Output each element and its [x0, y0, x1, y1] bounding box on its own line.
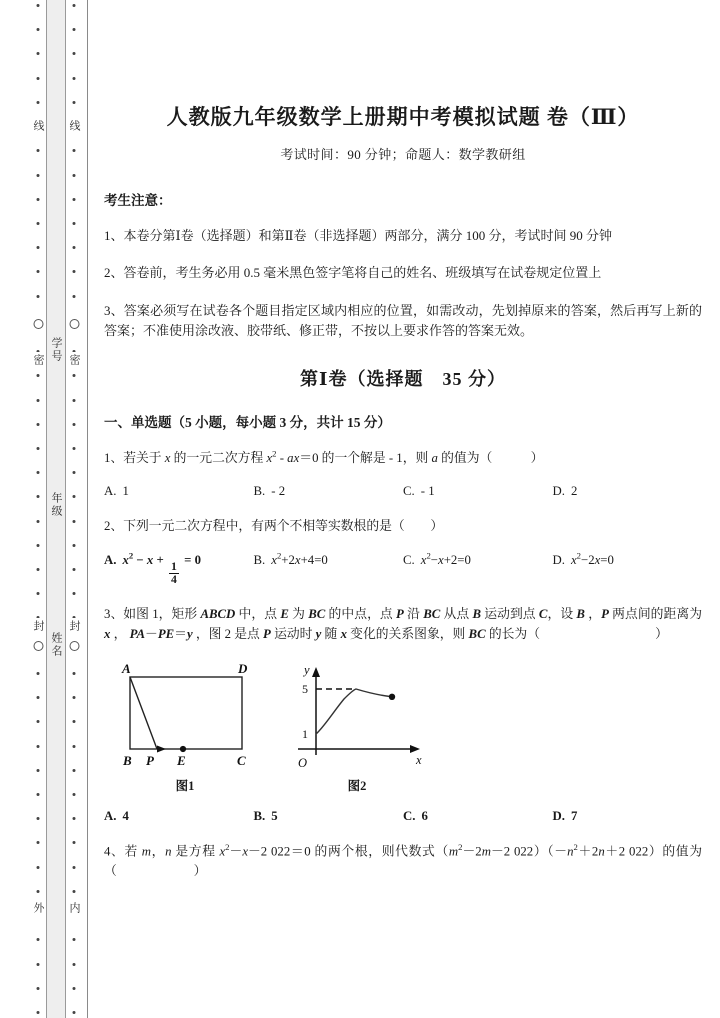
option-label: A. [104, 808, 117, 823]
seal-dot [37, 246, 40, 249]
student-info-band [46, 0, 66, 1018]
option-1-A[interactable] [104, 484, 254, 499]
seal-ring [69, 319, 79, 329]
option-label: D. [552, 483, 565, 498]
seal-dot [37, 101, 40, 104]
option-1-C[interactable] [403, 484, 553, 499]
option-1-D[interactable] [553, 484, 703, 499]
figure-2-chart [282, 659, 432, 774]
figure-1-label-A: A [122, 660, 131, 676]
seal-dot [37, 520, 40, 523]
option-value: 7 [570, 808, 578, 823]
seal-dot [37, 295, 40, 298]
notice-heading: 考生注意： [104, 193, 172, 209]
seal-dot [73, 769, 76, 772]
option-value: $x^2-2x=0$ [570, 551, 614, 568]
question-2-stem: 2、下列一元二次方程中，有两个不相等实数根的是（ ） [104, 518, 444, 533]
seal-dot [73, 987, 76, 990]
option-value: 2 [570, 483, 578, 498]
option-value: $x^2 - x$ + $\frac{1}{4}$ = 0 [122, 551, 201, 587]
seal-dot [73, 423, 76, 426]
seal-dot [73, 28, 76, 31]
seal-dot [37, 399, 40, 402]
seal-dot [73, 447, 76, 450]
figure-2-axis-y: y [304, 662, 310, 677]
option-value: - 1 [420, 483, 435, 498]
seal-dot [37, 495, 40, 498]
seal-label-binding-2: 封 [68, 620, 80, 633]
seal-dot [73, 174, 76, 177]
option-label: C. [403, 808, 416, 823]
field-name: 姓名 [50, 632, 62, 658]
field-grade: 年级 [50, 492, 62, 518]
figure-1-label-D: D [238, 660, 248, 676]
seal-line-sidebar [0, 0, 88, 1018]
seal-dot [73, 841, 76, 844]
option-label: C. [403, 483, 415, 498]
question-4-stem: 4、若 m，n 是方程 $x^2-x-2$ 022＝0 的两个根，则代数式（$m^2-2m-2$ $022)(-n^2+2n+2$ 022）的值为（ ） [104, 841, 702, 879]
seal-dot [73, 672, 76, 675]
seal-dot [37, 1011, 40, 1014]
seal-dot [73, 495, 76, 498]
seal-dot [73, 222, 76, 225]
seal-dot [37, 890, 40, 893]
seal-dot [73, 471, 76, 474]
option-label: D. [552, 553, 565, 568]
seal-dot [37, 793, 40, 796]
option-2-B[interactable] [254, 551, 404, 568]
seal-dot [37, 174, 40, 177]
option-2-A[interactable] [104, 551, 254, 587]
seal-dot [73, 817, 76, 820]
option-3-A[interactable] [104, 809, 254, 824]
question-3-figures [104, 659, 702, 794]
option-value: $x^2-x+2=0$ [420, 551, 471, 568]
option-label: B. [253, 808, 266, 823]
seal-dot [73, 890, 76, 893]
option-label: B. [253, 553, 266, 568]
seal-dot [37, 769, 40, 772]
option-3-C[interactable] [403, 809, 553, 824]
seal-label-outer: 外 [32, 902, 44, 915]
figure-2-ytick-5: 5 [302, 681, 308, 696]
seal-dot [73, 696, 76, 699]
seal-dot [37, 672, 40, 675]
figure-1 [110, 659, 260, 794]
seal-ring [33, 319, 43, 329]
seal-dot [73, 399, 76, 402]
seal-dot [37, 149, 40, 152]
option-value: $x^2+2x+4=0$ [271, 551, 328, 568]
figure-1-drawing [110, 659, 260, 774]
option-3-B[interactable] [254, 809, 404, 824]
seal-label-seal-2: 密 [68, 354, 80, 367]
seal-dot [37, 841, 40, 844]
seal-dot [73, 592, 76, 595]
option-3-D[interactable] [553, 809, 703, 824]
seal-dot [37, 222, 40, 225]
option-value: - 2 [271, 483, 286, 498]
dotted-line-left [37, 4, 40, 1014]
question-3-options [104, 809, 702, 824]
seal-dot [37, 866, 40, 869]
seal-dot [37, 745, 40, 748]
seal-dot [73, 246, 76, 249]
seal-dot [37, 592, 40, 595]
section-title-multiple-choice: 一、单选题（5 小题，每小题 3 分，共计 15 分） [104, 414, 391, 430]
seal-dot [73, 270, 76, 273]
seal-dot [37, 447, 40, 450]
figure-1-label-E: E [177, 752, 186, 768]
option-value: 4 [122, 808, 129, 823]
seal-dot [37, 77, 40, 80]
notice-item-2: 2、答卷前，考生务必用 0.5 毫米黑色签字笔将自己的姓名、班级填写在试卷规定位置上 [104, 265, 602, 281]
page-title: 人教版九年级数学上册期中考模拟试题 卷（Ⅲ） [166, 105, 640, 129]
option-2-D[interactable] [553, 551, 703, 568]
seal-dot [73, 198, 76, 201]
option-1-B[interactable] [254, 484, 404, 499]
question-2-options [104, 551, 702, 587]
seal-dot [73, 938, 76, 941]
question-1-stem [104, 448, 702, 469]
seal-dot [73, 52, 76, 55]
seal-dot [37, 198, 40, 201]
option-label: C. [403, 553, 415, 568]
question-1-text: 1、若关于 x 的一元二次方程 $x^2 - ax=0$ 的一个解是 - 1，则 a 的值为（ ） [104, 448, 544, 466]
seal-dot [37, 270, 40, 273]
seal-column-left [30, 0, 46, 1018]
figure-2-origin: O [298, 755, 308, 770]
option-label: A. [104, 483, 117, 498]
figure-1-label-P: P [146, 752, 154, 768]
seal-dot [73, 745, 76, 748]
option-value: 6 [421, 808, 428, 823]
figure-2-axis-x: x [416, 752, 422, 767]
option-value: 1 [122, 483, 129, 498]
seal-label-inner: 内 [68, 902, 80, 915]
seal-dot [37, 374, 40, 377]
seal-dot [37, 817, 40, 820]
seal-dot [73, 4, 76, 7]
question-3-stem: 3、如图 1，矩形 ABCD 中，点 E 为 BC 的中点，点 P 沿 BC 从点 B 运动到点 C，设 B ，P 两点间的距离为 x ， PA－PE＝y ，图 2 是点 P 运动时 y 随 x 变化的关系图象，则 BC 的长为（ ） [104, 606, 702, 642]
seal-dot [73, 77, 76, 80]
part-one-title: 第Ⅰ卷（选择题 35 分） [300, 368, 506, 389]
seal-label-line: 线 [32, 120, 44, 133]
seal-dot [73, 568, 76, 571]
figure-1-caption: 图1 [175, 778, 195, 793]
seal-dot [73, 374, 76, 377]
seal-dot [73, 520, 76, 523]
exam-content [88, 0, 720, 1018]
seal-dot [73, 544, 76, 547]
seal-dot [37, 28, 40, 31]
seal-dot [37, 696, 40, 699]
option-2-C[interactable] [403, 551, 553, 568]
seal-dot [37, 963, 40, 966]
field-student-id: 学号 [50, 337, 62, 363]
notice-item-3: 3、答案必须写在试卷各个题目指定区域内相应的位置，如需改动，先划掉原来的答案，然后再写上新的答案；不准使用涂改液、胶带纸、修正带，不按以上要求作答的答案无效。 [104, 302, 702, 338]
seal-dot [37, 720, 40, 723]
figure-1-label-B: B [123, 752, 132, 768]
exam-subtitle: 考试时间：90 分钟；命题人：数学教研组 [280, 147, 526, 163]
option-label: D. [552, 808, 565, 823]
option-label: A. [104, 553, 117, 568]
option-value: 5 [271, 808, 278, 823]
seal-dot [73, 1011, 76, 1014]
seal-dot [37, 471, 40, 474]
seal-dot [73, 793, 76, 796]
seal-column-right [66, 0, 82, 1018]
figure-2-caption: 图2 [347, 778, 367, 793]
seal-dot [37, 52, 40, 55]
seal-label-binding: 封 [32, 620, 44, 633]
seal-dot [37, 987, 40, 990]
figure-2 [282, 659, 432, 794]
question-1-options [104, 484, 702, 499]
dotted-line-right [73, 4, 76, 1014]
seal-dot [73, 720, 76, 723]
seal-ring [33, 641, 43, 651]
seal-dot [73, 866, 76, 869]
option-label: B. [253, 483, 266, 498]
seal-dot [37, 568, 40, 571]
seal-label-line-2: 线 [68, 120, 80, 133]
seal-dot [73, 295, 76, 298]
figure-1-label-C: C [237, 752, 246, 768]
seal-dot [37, 938, 40, 941]
seal-dot [37, 544, 40, 547]
seal-dot [37, 423, 40, 426]
seal-dot [73, 101, 76, 104]
notice-item-1: 1、本卷分第Ⅰ卷（选择题）和第Ⅱ卷（非选择题）两部分，满分 100 分，考试时间 90 分钟 [104, 228, 612, 244]
seal-dot [37, 4, 40, 7]
seal-dot [73, 963, 76, 966]
seal-ring [69, 641, 79, 651]
seal-label-seal: 密 [32, 354, 44, 367]
seal-dot [73, 149, 76, 152]
figure-2-ytick-1: 1 [302, 726, 308, 741]
